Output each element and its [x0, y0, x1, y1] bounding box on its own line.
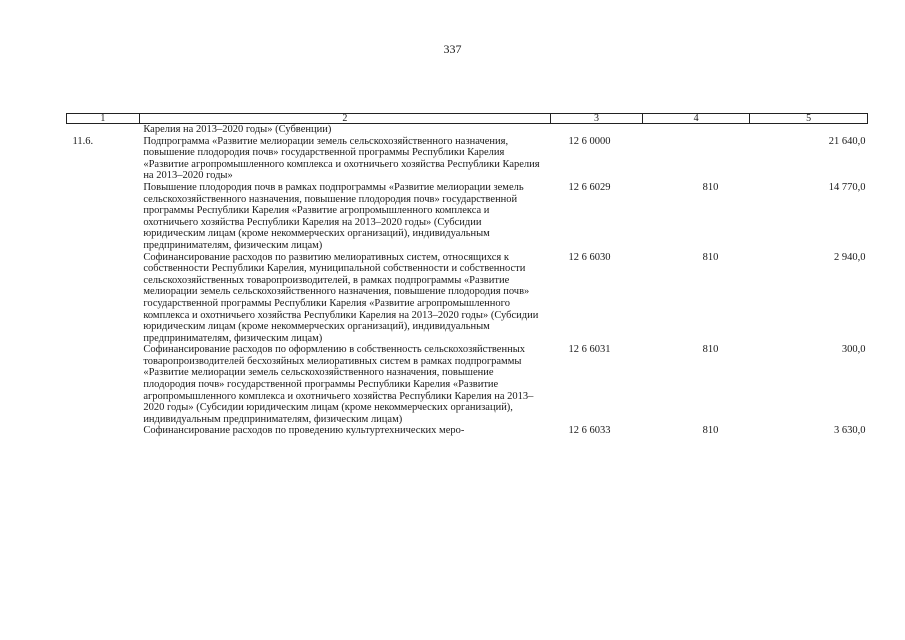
header-col-5: 5: [750, 114, 868, 124]
row-number: 11.6.: [72, 135, 94, 147]
header-col-4: 4: [643, 114, 750, 124]
row-type: 810: [702, 181, 719, 193]
row-code: 12 6 6033: [568, 425, 611, 437]
row-type: 810: [702, 251, 719, 263]
row-code: [551, 124, 643, 136]
row-number: [67, 124, 140, 136]
row-description: Софинансирование расходов по проведению культуртехнических меро-: [143, 425, 465, 437]
row-amount: 300,0: [841, 344, 866, 356]
table-row: [67, 425, 868, 437]
row-description: Софинансирование расходов по развитию мелиоративных систем, относящихся к собственности Республики Карелия, муниципальной собственности и собственности сельскохозяйственных товаропроизводителей, в рамках подпрограммы «Развитие мелиорации земель сельскохозяйственного назначения, повышение плодородия почв» государственной программы Республики Карелия «Развитие агропромышленного комплекса и охотничьего хозяйства Республики Карелия на 2013–2020 годы» (Субсидии юридическим лицам (кроме некоммерческих организаций), индивидуальным предпринимателям, физическим лицам): [143, 251, 539, 344]
row-amount: 21 640,0: [828, 135, 866, 147]
row-type: 810: [702, 344, 719, 356]
row-code: 12 6 6029: [568, 181, 611, 193]
table-row: [67, 136, 868, 182]
table-row: [67, 182, 868, 252]
row-number: [67, 344, 140, 425]
budget-table: [66, 113, 868, 437]
row-type: [643, 124, 750, 136]
page-number: 337: [443, 42, 462, 56]
row-number: [67, 425, 140, 437]
table-header-row: [67, 114, 868, 124]
row-description: Карелия на 2013–2020 годы» (Субвенции): [143, 124, 332, 135]
row-number: [67, 182, 140, 252]
row-description: Повышение плодородия почв в рамках подпрограммы «Развитие мелиорации земель сельскохозяйственного назначения, повышение плодородия почв» государственной программы Республики Карелия «Развитие агропромышленного комплекса и охотничьего хозяйства Республики Карелия на 2013–2020 годы» (Субсидии юридическим лицам (кроме некоммерческих организаций), индивидуальным предпринимателям, физическим лицам): [143, 181, 524, 251]
row-amount: 2 940,0: [834, 251, 866, 263]
header-col-3: 3: [551, 114, 643, 124]
header-col-2: 2: [139, 114, 550, 124]
table-row: [67, 344, 868, 425]
row-amount: 14 770,0: [828, 181, 866, 193]
table-row: [67, 252, 868, 345]
row-code: 12 6 6030: [568, 251, 611, 263]
row-amount: 3 630,0: [834, 425, 866, 437]
row-description: Софинансирование расходов по оформлению в собственность сельскохозяйственных товаропроизводителей бесхозяйных мелиоративных систем в рамках подпрограммы «Развитие мелиорации земель сельскохозяйственного назначения, повышение плодородия почв» государственной программы Республики Карелия «Развитие агропромышленного комплекса и охотничьего хозяйства Республики Карелия на 2013–2020 годы» (Субсидии юридическим лицам (кроме некоммерческих организаций), индивидуальным предпринимателям, физическим лицам): [143, 344, 534, 425]
row-number: [67, 252, 140, 345]
row-type: [643, 136, 750, 182]
row-code: 12 6 6031: [568, 344, 611, 356]
row-description: Подпрограмма «Развитие мелиорации земель сельскохозяйственного назначения, повышение плодородия почв» государственной программы Республики Карелия «Развитие агропромышленного комплекса и охотничьего хозяйства Республики Карелия на 2013–2020 годы»: [143, 135, 540, 182]
row-type: 810: [702, 425, 719, 437]
table-row: [67, 124, 868, 136]
row-amount: [750, 124, 868, 136]
header-col-1: 1: [67, 114, 140, 124]
row-code: 12 6 0000: [568, 135, 611, 147]
